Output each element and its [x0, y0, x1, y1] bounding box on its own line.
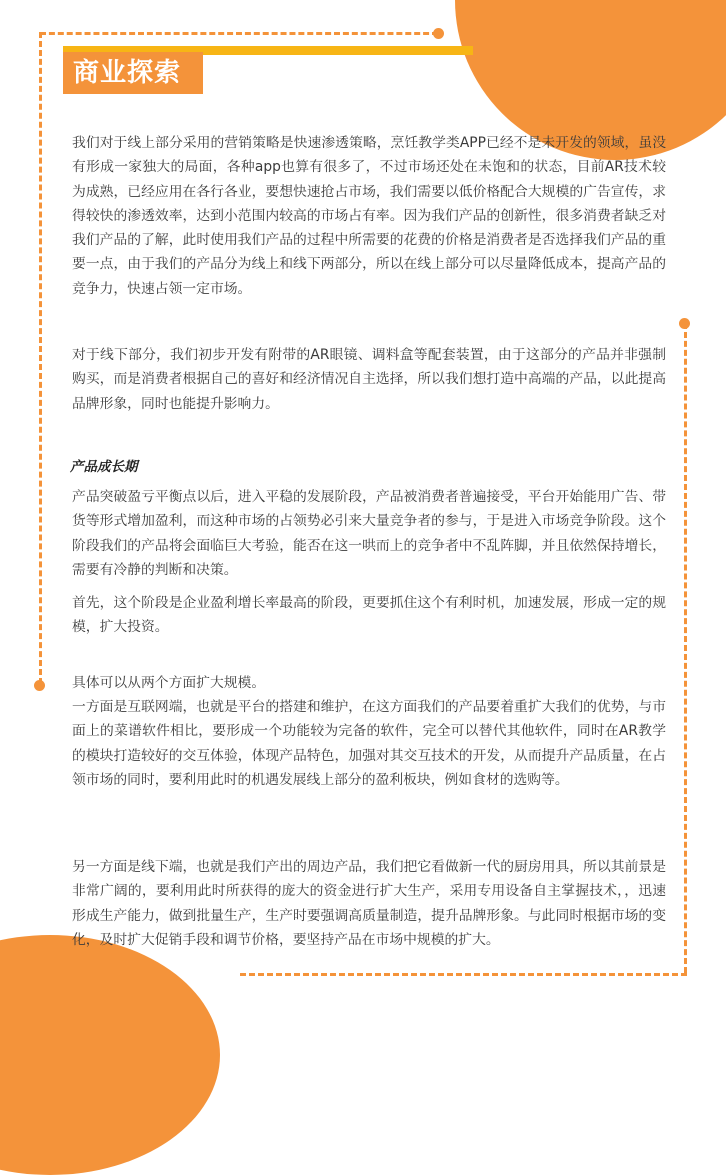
frame-right-dashed-line [684, 323, 687, 973]
frame-bottom-dashed-line [240, 973, 687, 976]
paragraph-internet-side: 一方面是互联网端，也就是平台的搭建和维护，在这方面我们的产品要着重扩大我们的优势，与市面上的菜谱软件相比，要形成一个功能较为完备的软件，完全可以替代其他软件，同时在AR教学的模块打造较好的交互体验，体现产品特色，加强对其交互技术的开发，从而提升产品质量，在占领市场的同时，要利用此时的机遇发展线上部分的盈利板块，例如食材的选购等。 [72, 699, 666, 788]
decorative-circle-bottom-left [0, 935, 220, 1175]
paragraph-growth-intro: 产品突破盈亏平衡点以后，进入平稳的发展阶段，产品被消费者普遍接受，平台开始能用广告、带货等形式增加盈利，而这种市场的占领势必引来大量竞争者的参与，于是进入市场竞争阶段。这个阶段我们的产品将会面临巨大考验，能否在这一哄而上的竞争者中不乱阵脚，并且依然保持增长，需要有冷静的判断和决策。 [72, 489, 666, 578]
frame-left-dashed-line [39, 32, 42, 684]
page-title: 商业探索 [73, 58, 182, 88]
frame-top-dashed-line [40, 32, 438, 35]
frame-left-dot [34, 680, 45, 691]
paragraph-offline-side: 另一方面是线下端，也就是我们产出的周边产品，我们把它看做新一代的厨房用具，所以其前景是非常广阔的，要利用此时所获得的庞大的资金进行扩大生产，采用专用设备自主掌握技术，，迅速形成生产能力，做到批量生产，生产时要强调高质量制造，提升品牌形象。与此同时根据市场的变化，及时扩大促销手段和调节价格，要坚持产品在市场中规模的扩大。 [72, 859, 666, 948]
paragraph-online-strategy: 我们对于线上部分采用的营销策略是快速渗透策略，烹饪教学类APP已经不是未开发的领域，虽没有形成一家独大的局面，各种app也算有很多了，不过市场还处在未饱和的状态，目前AR技术较为成熟，已经应用在各行各业，要想快速抢占市场，我们需要以低价格配合大规模的广告宣传，求得较快的渗透效率，达到小范围内较高的市场占有率。因为我们产品的创新性，很多消费者缺乏对我们产品的了解，此时使用我们产品的过程中所需要的花费的价格是消费者是否选择我们产品的重要一点，由于我们的产品分为线上和线下两部分，所以在线上部分可以尽量降低成本，提高产品的竞争力，快速占领一定市场。 [72, 135, 666, 297]
frame-right-dot [679, 318, 690, 329]
paragraph-offline-strategy: 对于线下部分，我们初步开发有附带的AR眼镜、调料盒等配套装置，由于这部分的产品并非强制购买，而是消费者根据自己的喜好和经济情况自主选择，所以我们想打造中高端的产品，以此提高品牌形象，同时也能提升影响力。 [72, 347, 666, 412]
frame-top-dot [433, 28, 444, 39]
paragraph-two-aspects: 具体可以从两个方面扩大规模。 [72, 675, 266, 691]
paragraph-growth-first: 首先，这个阶段是企业盈利增长率最高的阶段，更要抓住这个有利时机，加速发展，形成一定的规模，扩大投资。 [72, 595, 666, 636]
section-subheading: 产品成长期 [70, 459, 138, 475]
